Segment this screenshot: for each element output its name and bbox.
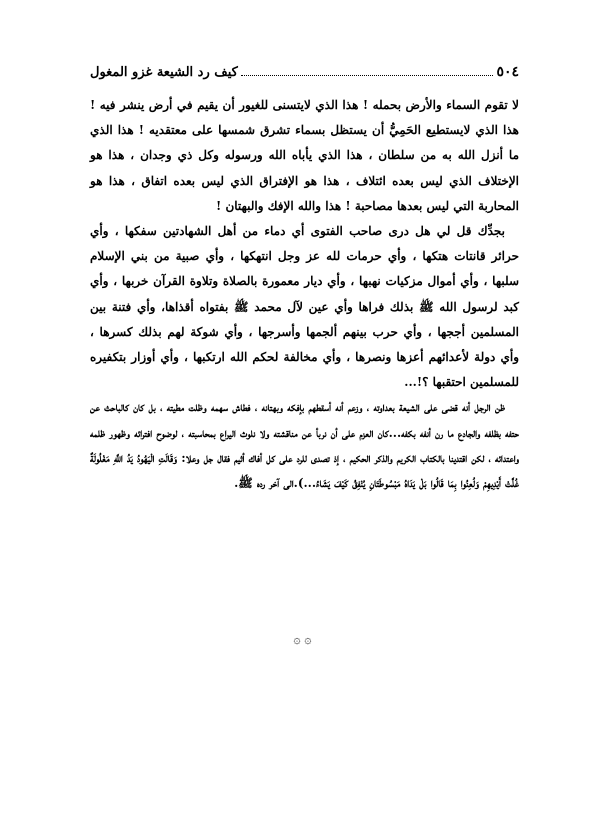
paragraph-3-text-before: ظن الرجل أنه قضى على الشيعة بعداوته ، وزعم أنه أسقطهم بإفكه وبهتانه ، فطاش سهمه وظلت مطيته ، بل كان كالباحث عن حتفه بظلفه والجادع ما رن أنفه بكفه...كان العزم على أن نربأ عن مناقشته ولا نلوث اليراع بمحاسبته ، لوضوح افترائه وظهور ظلمه واعتدائه ، لكن اقتدينا بالكتاب الكريم والذكر الحكيم ، إذ تصدى للرد على كل أفاك أثيم فقال جل وعلا: [90,400,520,465]
page-body [90,93,519,496]
running-title: كيف رد الشيعة غزو المغول [90,65,238,80]
paragraph-3-text-after: ...).الى آخر رده ﷺ. [234,476,317,491]
paragraph-1: لا تقوم السماء والأرض بحمله ! هذا الذي لايتسنى للغيور أن يقيم في أرض ينشر فيه ! هذا الذي لايستطيع الحَمِيُّ أن يستظل بسماء تشرق شمسها على معتقديه ! هذا الذي ما أنزل الله به من سلطان ، هذا الذي يأباه الله ورسوله وكل ذي وجدان ، هذا هو الإختلاف الذي ليس بعده ائتلاف ، هذا هو الإفتراق الذي ليس بعده اتفاق ، هذا هو المحاربة التي ليس بعدها مصاحبة ! هذا والله الإفك والبهتان ! [90,98,519,213]
paragraph-2: بجدِّك قل لي هل درى صاحب الفتوى أي دماء من أهل الشهادتين سفكها ، وأي حرائر قانتات هتكها ، وأي حرمات لله عز وجل انتهكها ، وأي صبية من بني الإسلام سلبها ، وأي أموال مزكيات نهبها ، وأي ديار معمورة بالصلاة وتلاوة القرآن خربها ، وأي كبد لرسول الله ﷺ بذلك فراها وأي عين لآل محمد ﷺ بفتواه أقذاها، وأي فتنة بين المسلمين أججها ، وأي حرب بينهم ألجمها وأسرجها ، وأي شوكة لهم بذلك كسرها ، وأي دولة لأعدائهم أعزها ونصرها ، وأي مخالفة لحكم الله ارتكبها ، وأي أوزار بتكفيره للمسلمين احتقبها ؟!... [90,224,519,390]
page-number: ٥٠٤ [496,64,519,80]
paragraph-3 [90,395,519,496]
header-dotted-leader [241,75,494,76]
page-header [90,60,519,80]
section-end-ornament: ۞ ۞ [293,632,312,646]
quran-verse: وَقَالَتِ الْيَهُودُ يَدُ اللَّهِ مَغْلُولَةٌ غُلَّتْ أَيْدِيهِمْ وَلُعِنُوا بِمَا قَالُوا بَلْ يَدَاهُ مَبْسُوطَتَانِ يُنْفِقُ كَيْفَ يَشَاءُ [90,450,519,491]
